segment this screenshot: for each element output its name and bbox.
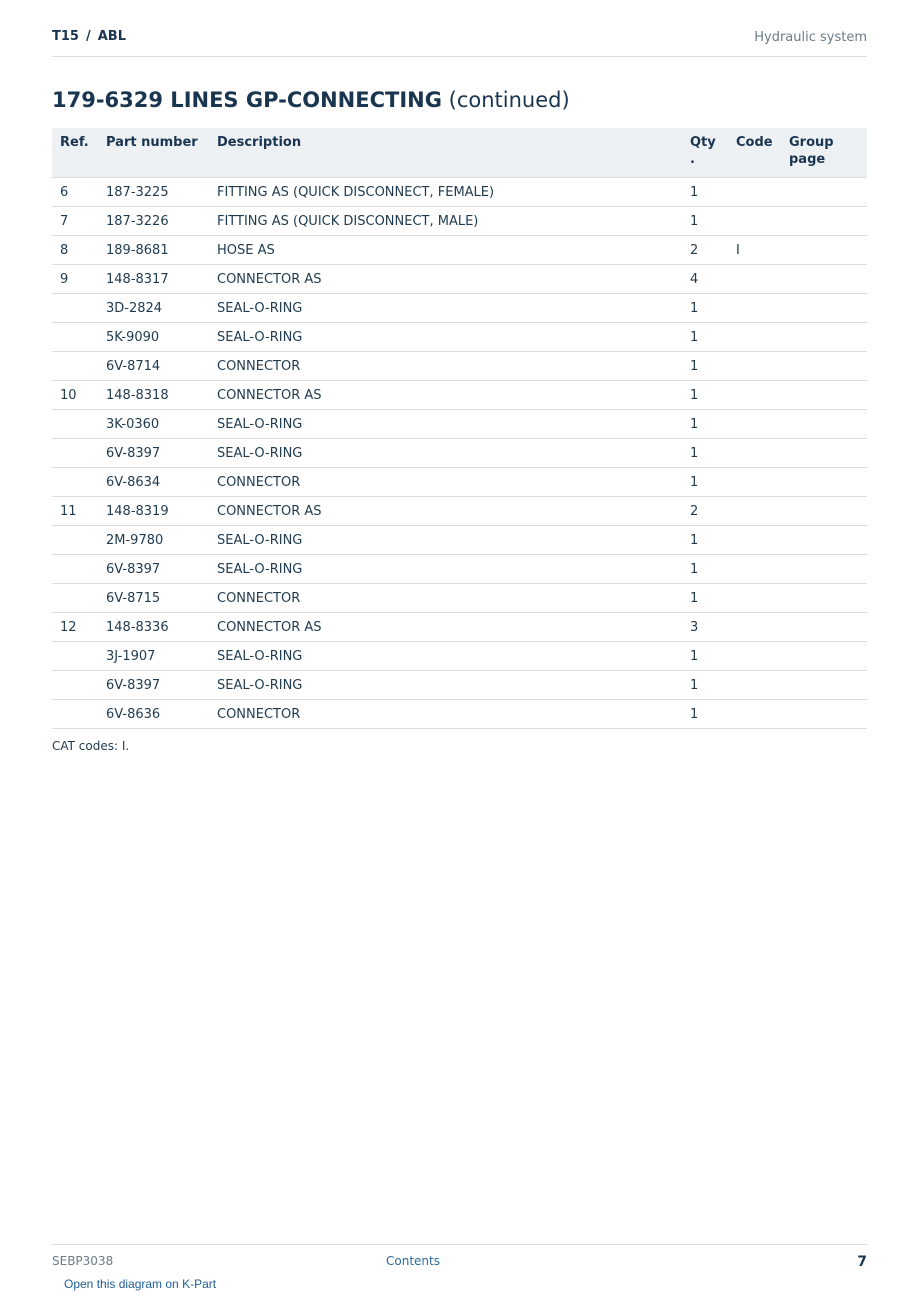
header-ref: Ref. (52, 128, 98, 178)
header-qty-line2: . (690, 152, 695, 167)
cell-part-number: 5K-9090 (98, 323, 209, 352)
table-row (52, 207, 867, 236)
cell-code (728, 323, 781, 352)
header-description: Description (209, 128, 682, 178)
cell-ref (52, 555, 98, 584)
section-name: Hydraulic system (754, 30, 867, 45)
cell-code (728, 584, 781, 613)
table-row (52, 555, 867, 584)
cell-ref: 12 (52, 613, 98, 642)
cell-group-page (781, 381, 867, 410)
cell-qty: 1 (682, 352, 728, 381)
cell-description: SEAL-O-RING (209, 671, 682, 700)
cell-description: SEAL-O-RING (209, 439, 682, 468)
cell-description: CONNECTOR (209, 468, 682, 497)
title-suffix: (continued) (448, 88, 570, 112)
cell-code (728, 468, 781, 497)
cell-code (728, 439, 781, 468)
header-qty-line1: Qty (690, 135, 716, 150)
cell-description: HOSE AS (209, 236, 682, 265)
page-number: 7 (857, 1254, 867, 1270)
cell-part-number: 187-3226 (98, 207, 209, 236)
cell-part-number: 2M-9780 (98, 526, 209, 555)
page-header (52, 0, 867, 57)
table-row (52, 468, 867, 497)
cell-ref (52, 700, 98, 729)
cell-part-number: 6V-8634 (98, 468, 209, 497)
table-row (52, 294, 867, 323)
header-group-page (781, 128, 867, 178)
header-part-number: Part number (98, 128, 209, 178)
cell-code (728, 497, 781, 526)
cell-description: SEAL-O-RING (209, 410, 682, 439)
table-row (52, 526, 867, 555)
cell-ref (52, 642, 98, 671)
cell-group-page (781, 584, 867, 613)
cell-code (728, 555, 781, 584)
cell-qty: 1 (682, 439, 728, 468)
cell-group-page (781, 178, 867, 207)
cell-ref (52, 671, 98, 700)
parts-table-body (52, 178, 867, 729)
cell-ref (52, 439, 98, 468)
cell-part-number: 148-8318 (98, 381, 209, 410)
cat-codes-note: CAT codes: I. (52, 739, 130, 753)
cell-group-page (781, 526, 867, 555)
header-group-line1: Group (789, 135, 834, 150)
cell-ref: 8 (52, 236, 98, 265)
cell-ref (52, 584, 98, 613)
cell-qty: 1 (682, 526, 728, 555)
cell-part-number: 187-3225 (98, 178, 209, 207)
contents-link[interactable]: Contents (386, 1254, 440, 1268)
cell-qty: 1 (682, 207, 728, 236)
cell-ref: 7 (52, 207, 98, 236)
cell-code (728, 352, 781, 381)
table-row (52, 584, 867, 613)
table-row (52, 381, 867, 410)
table-row (52, 613, 867, 642)
cell-qty: 1 (682, 700, 728, 729)
cell-ref (52, 468, 98, 497)
cell-code (728, 613, 781, 642)
cell-group-page (781, 555, 867, 584)
table-row (52, 236, 867, 265)
cell-ref (52, 526, 98, 555)
cell-code (728, 410, 781, 439)
table-row (52, 497, 867, 526)
cell-description: SEAL-O-RING (209, 323, 682, 352)
cell-qty: 1 (682, 294, 728, 323)
cell-part-number: 3J-1907 (98, 642, 209, 671)
cell-description: SEAL-O-RING (209, 294, 682, 323)
cell-code (728, 642, 781, 671)
document-id: SEBP3038 (52, 1254, 114, 1268)
header-group-line2: page (789, 152, 826, 167)
cell-group-page (781, 642, 867, 671)
cell-group-page (781, 468, 867, 497)
cell-part-number: 6V-8636 (98, 700, 209, 729)
cell-part-number: 6V-8397 (98, 439, 209, 468)
cell-description: CONNECTOR (209, 700, 682, 729)
breadcrumb-model: T15 (52, 29, 79, 44)
cell-group-page (781, 671, 867, 700)
cell-group-page (781, 700, 867, 729)
table-row (52, 265, 867, 294)
cell-ref: 9 (52, 265, 98, 294)
cell-part-number: 6V-8714 (98, 352, 209, 381)
table-row (52, 178, 867, 207)
cell-qty: 1 (682, 642, 728, 671)
cell-group-page (781, 613, 867, 642)
cell-part-number: 148-8317 (98, 265, 209, 294)
cell-part-number: 189-8681 (98, 236, 209, 265)
cell-code (728, 700, 781, 729)
table-row (52, 352, 867, 381)
cell-description: CONNECTOR AS (209, 613, 682, 642)
cell-part-number: 6V-8397 (98, 555, 209, 584)
cell-part-number: 6V-8397 (98, 671, 209, 700)
cell-qty: 1 (682, 468, 728, 497)
cell-qty: 1 (682, 178, 728, 207)
table-row (52, 410, 867, 439)
cell-ref: 10 (52, 381, 98, 410)
page-footer (52, 1244, 867, 1275)
cell-ref (52, 294, 98, 323)
table-header-row (52, 128, 867, 178)
cell-code (728, 671, 781, 700)
open-kpart-link[interactable]: Open this diagram on K-Part (64, 1277, 217, 1291)
parts-table (52, 128, 867, 729)
cell-code: I (728, 236, 781, 265)
table-row (52, 642, 867, 671)
cell-qty: 1 (682, 410, 728, 439)
cell-group-page (781, 294, 867, 323)
cell-description: SEAL-O-RING (209, 642, 682, 671)
cell-ref (52, 323, 98, 352)
cell-description: SEAL-O-RING (209, 526, 682, 555)
cell-part-number: 6V-8715 (98, 584, 209, 613)
breadcrumb-arrangement: ABL (97, 29, 126, 44)
table-row (52, 439, 867, 468)
cell-group-page (781, 323, 867, 352)
header-code: Code (728, 128, 781, 178)
cell-qty: 4 (682, 265, 728, 294)
table-row (52, 323, 867, 352)
table-row (52, 671, 867, 700)
breadcrumb-separator: / (85, 29, 91, 44)
cell-group-page (781, 497, 867, 526)
cell-description: CONNECTOR AS (209, 265, 682, 294)
page-title (52, 88, 570, 112)
header-qty (682, 128, 728, 178)
cell-qty: 1 (682, 671, 728, 700)
cell-qty: 2 (682, 236, 728, 265)
cell-ref: 11 (52, 497, 98, 526)
cell-code (728, 381, 781, 410)
cell-qty: 3 (682, 613, 728, 642)
cell-code (728, 526, 781, 555)
cell-group-page (781, 265, 867, 294)
cell-group-page (781, 236, 867, 265)
cell-description: FITTING AS (QUICK DISCONNECT, FEMALE) (209, 178, 682, 207)
cell-description: CONNECTOR AS (209, 381, 682, 410)
cell-qty: 2 (682, 497, 728, 526)
cell-qty: 1 (682, 555, 728, 584)
cell-ref (52, 352, 98, 381)
cell-description: CONNECTOR (209, 584, 682, 613)
table-row (52, 700, 867, 729)
cell-part-number: 3K-0360 (98, 410, 209, 439)
cell-description: CONNECTOR AS (209, 497, 682, 526)
cell-description: CONNECTOR (209, 352, 682, 381)
cell-group-page (781, 207, 867, 236)
cell-code (728, 294, 781, 323)
cell-qty: 1 (682, 584, 728, 613)
cell-group-page (781, 439, 867, 468)
breadcrumb (52, 29, 126, 44)
cell-part-number: 148-8336 (98, 613, 209, 642)
cell-group-page (781, 410, 867, 439)
cell-part-number: 148-8319 (98, 497, 209, 526)
cell-part-number: 3D-2824 (98, 294, 209, 323)
cell-code (728, 207, 781, 236)
cell-qty: 1 (682, 381, 728, 410)
cell-description: FITTING AS (QUICK DISCONNECT, MALE) (209, 207, 682, 236)
cell-description: SEAL-O-RING (209, 555, 682, 584)
cell-ref (52, 410, 98, 439)
cell-group-page (781, 352, 867, 381)
cell-code (728, 265, 781, 294)
cell-code (728, 178, 781, 207)
cell-qty: 1 (682, 323, 728, 352)
cell-ref: 6 (52, 178, 98, 207)
group-name: 179-6329 LINES GP-CONNECTING (52, 88, 442, 112)
